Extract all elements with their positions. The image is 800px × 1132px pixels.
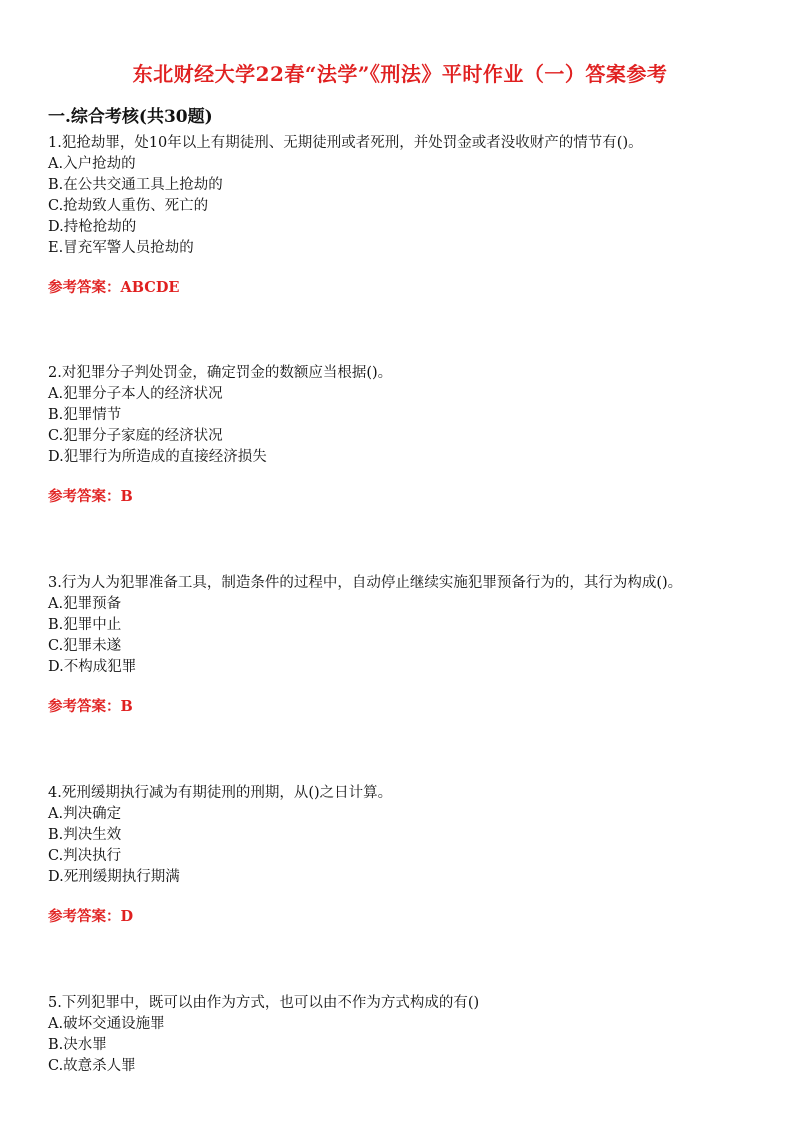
section-heading: 一.综合考核(共30题) xyxy=(48,107,213,127)
option-c: C.判决执行 xyxy=(48,848,122,864)
option-e: E.冒充军警人员抢劫的 xyxy=(48,240,194,256)
answer-label: 参考答案： xyxy=(48,698,121,715)
option-b: B.判决生效 xyxy=(48,827,122,843)
option-b: B.犯罪中止 xyxy=(48,617,122,633)
option-c: C.抢劫致人重伤、死亡的 xyxy=(48,198,209,214)
question-stem: 4.死刑缓期执行减为有期徒刑的刑期，从()之日计算。 xyxy=(48,785,393,801)
option-b: B.在公共交通工具上抢劫的 xyxy=(48,177,223,193)
option-c: C.犯罪未遂 xyxy=(48,638,122,654)
answer-label: 参考答案： xyxy=(48,488,121,505)
option-d: D.死刑缓期执行期满 xyxy=(48,869,180,885)
option-a: A.犯罪预备 xyxy=(48,596,122,612)
document-title: 东北财经大学22春“法学”《刑法》平时作业（一）答案参考 xyxy=(132,62,668,86)
option-b: B.犯罪情节 xyxy=(48,407,122,423)
option-a: A.判决确定 xyxy=(48,806,122,822)
question-4 xyxy=(48,783,768,926)
option-c: C.犯罪分子家庭的经济状况 xyxy=(48,428,223,444)
option-a: A.破坏交通设施罪 xyxy=(48,1016,165,1032)
answer-value: ABCDE xyxy=(120,279,180,296)
question-5 xyxy=(48,993,768,1077)
option-c: C.故意杀人罪 xyxy=(48,1058,136,1074)
question-2 xyxy=(48,363,768,506)
answer-line xyxy=(48,276,768,297)
option-a: A.犯罪分子本人的经济状况 xyxy=(48,386,223,402)
option-d: D.不构成犯罪 xyxy=(48,659,137,675)
question-3 xyxy=(48,573,768,716)
answer-value: D xyxy=(120,908,134,925)
answer-line xyxy=(48,695,768,716)
question-1 xyxy=(48,133,768,297)
answer-label: 参考答案： xyxy=(48,279,121,296)
option-d: D.犯罪行为所造成的直接经济损失 xyxy=(48,449,267,465)
question-stem: 5.下列犯罪中，既可以由作为方式，也可以由不作为方式构成的有() xyxy=(48,995,480,1011)
option-a: A.入户抢劫的 xyxy=(48,156,136,172)
question-stem: 1.犯抢劫罪，处10年以上有期徒刑、无期徒刑或者死刑，并处罚金或者没收财产的情节有()。 xyxy=(48,135,643,151)
question-stem: 2.对犯罪分子判处罚金，确定罚金的数额应当根据()。 xyxy=(48,365,393,381)
option-b: B.决水罪 xyxy=(48,1037,107,1053)
question-stem: 3.行为人为犯罪准备工具，制造条件的过程中，自动停止继续实施犯罪预备行为的，其行为构成()。 xyxy=(48,575,683,591)
answer-value: B xyxy=(120,488,133,505)
answer-line xyxy=(48,485,768,506)
answer-line xyxy=(48,905,768,926)
option-d: D.持枪抢劫的 xyxy=(48,219,137,235)
answer-value: B xyxy=(120,698,133,715)
answer-label: 参考答案： xyxy=(48,908,121,925)
